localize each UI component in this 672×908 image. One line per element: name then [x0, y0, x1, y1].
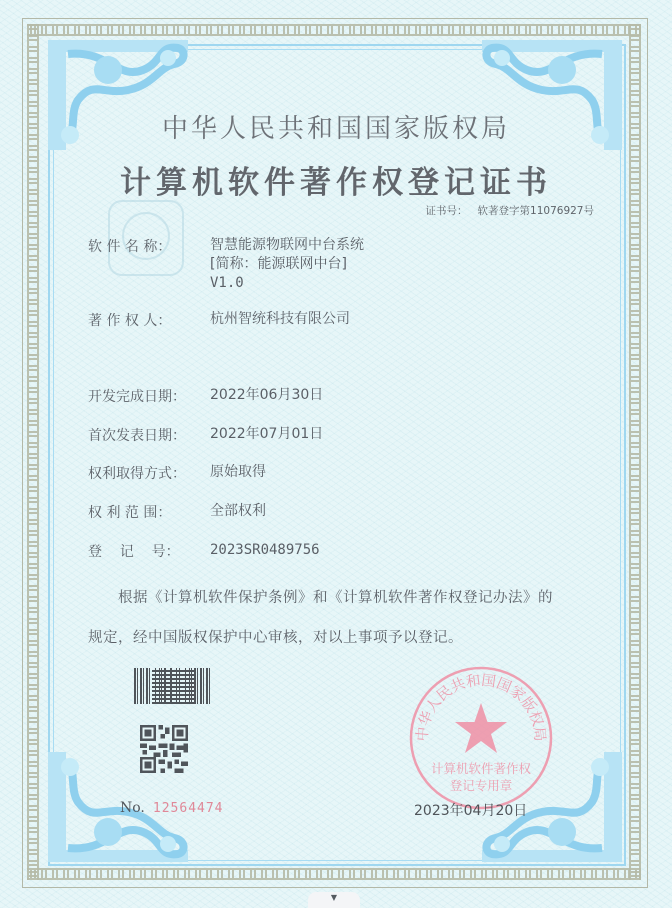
field-value: 杭州智统科技有限公司	[210, 311, 350, 327]
seal-inner-line-2: 登记专用章	[449, 778, 513, 793]
field-label: 权利取得方式：	[88, 466, 186, 482]
seal-inner-line-1: 计算机软件著作权	[430, 761, 532, 776]
software-short-name: [简称：能源联网中台]	[210, 256, 347, 272]
field-label: 开发完成日期：	[88, 389, 186, 405]
field-rights-scope	[88, 502, 266, 522]
issue-date: 2023年04月20日	[414, 803, 528, 819]
field-value: 2022年07月01日	[210, 426, 324, 442]
fret-border-bottom	[27, 868, 641, 880]
fret-border-left	[27, 24, 39, 880]
issuing-authority: 中华人民共和国国家版权局	[161, 114, 510, 144]
software-version: V1.0	[210, 275, 244, 291]
field-value: 2023SR0489756	[210, 542, 320, 558]
certificate-number-value: 软著登字第11076927号	[477, 205, 594, 217]
field-copyright-owner	[88, 310, 350, 330]
fret-border-right	[629, 24, 641, 880]
field-development-date	[88, 386, 324, 406]
official-seal	[408, 665, 554, 811]
certificate-number-label: 证书号：	[425, 205, 468, 217]
field-value	[210, 236, 364, 293]
serial-number	[120, 800, 224, 816]
field-label: 软 件 名 称：	[88, 239, 172, 255]
field-software-name	[88, 236, 364, 291]
star-icon	[455, 703, 507, 753]
serial-number-label: No.	[120, 800, 145, 816]
qr-code-icon	[140, 725, 188, 773]
software-full-name: 智慧能源物联网中台系统	[210, 237, 364, 253]
certificate-number	[426, 203, 594, 218]
field-label: 权 利 范 围：	[88, 505, 172, 521]
certificate-title: 计算机软件著作权登记证书	[120, 165, 552, 201]
field-label: 登 记 号：	[88, 544, 180, 560]
seal-outer-text: 中华人民共和国国家版权局	[414, 672, 548, 743]
field-value: 2022年06月30日	[210, 387, 324, 403]
field-label: 首次发表日期：	[88, 428, 186, 444]
serial-number-value: 12564474	[152, 801, 224, 816]
chevron-down-icon[interactable]: ▼	[330, 893, 338, 902]
field-value: 原始取得	[210, 464, 266, 480]
barcode-icon	[134, 668, 211, 704]
scroll-down-tab[interactable]	[308, 892, 360, 908]
field-value: 全部权利	[210, 503, 266, 519]
field-registration-number	[88, 541, 320, 561]
field-first-publication-date	[88, 425, 324, 445]
fret-border-top	[27, 24, 641, 36]
field-label: 著 作 权 人：	[88, 313, 172, 329]
field-acquisition-method	[88, 463, 266, 483]
statement-line-1: 根据《计算机软件保护条例》和《计算机软件著作权登记办法》的	[118, 590, 553, 606]
statement-line-2: 规定，经中国版权保护中心审核，对以上事项予以登记。	[88, 630, 463, 646]
